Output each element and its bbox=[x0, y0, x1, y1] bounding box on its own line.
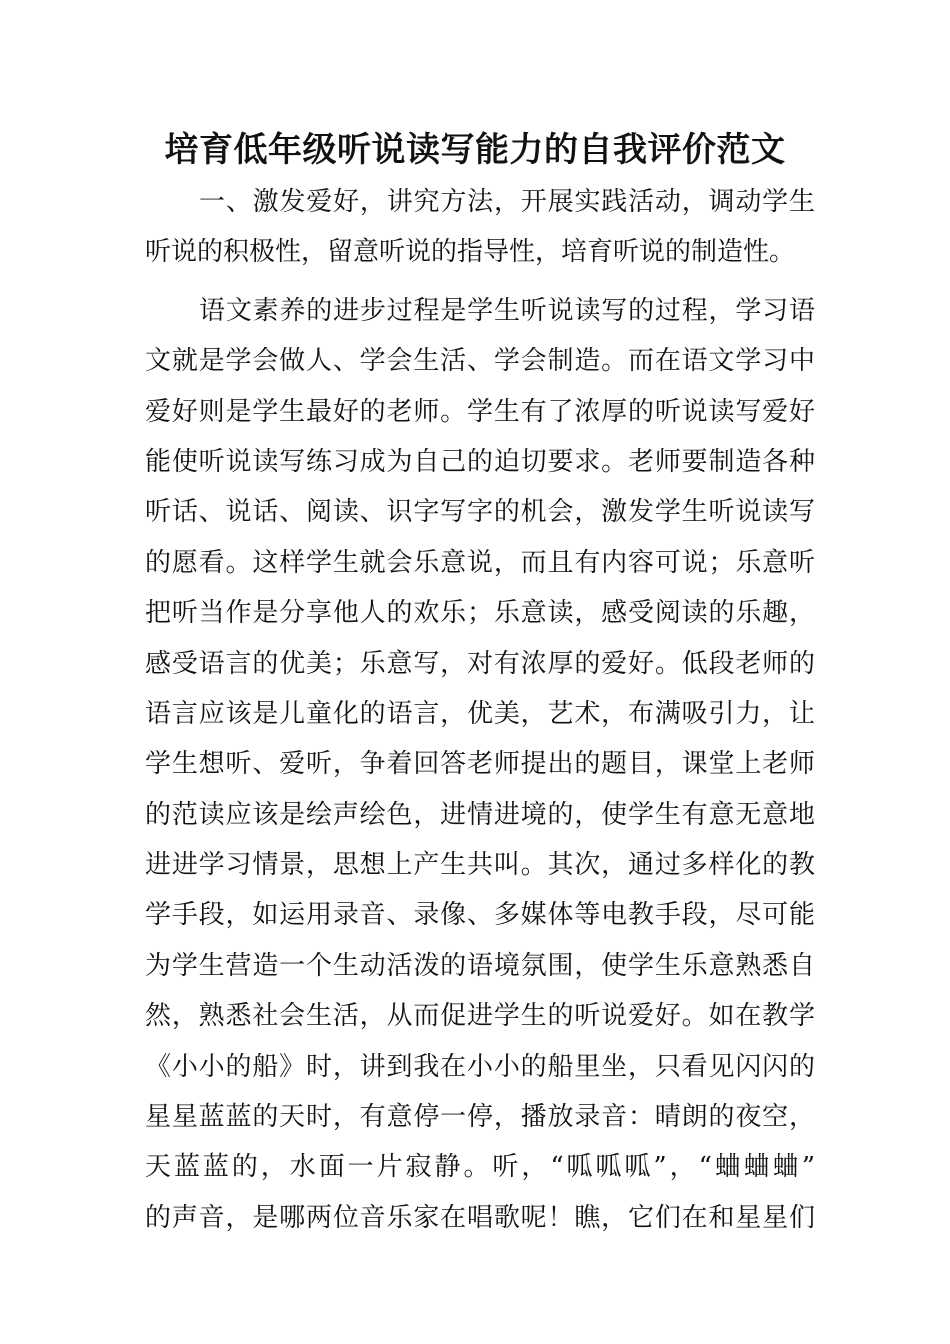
paragraph-line: 语言应该是儿童化的语言，优美，艺术，布满吸引力，让 bbox=[145, 698, 815, 729]
paragraph-line: 学手段，如运用录音、录像、多媒体等电教手段，尽可能 bbox=[145, 900, 815, 931]
paragraph-line: 进进学习情景，思想上产生共叫。其次，通过多样化的教 bbox=[145, 850, 815, 881]
document-body bbox=[145, 177, 815, 1243]
paragraph-line: 感受语言的优美；乐意写，对有浓厚的爱好。低段老师的 bbox=[145, 648, 815, 679]
paragraph-line: 一、激发爱好，讲究方法，开展实践活动，调动学生 bbox=[199, 187, 815, 217]
paragraph-line: 星星蓝蓝的天时，有意停一停，播放录音：晴朗的夜空， bbox=[145, 1102, 815, 1133]
paragraph-line: 学生想听、爱听，争着回答老师提出的题目，课堂上老师 bbox=[145, 749, 815, 780]
paragraph-line: 然，熟悉社会生活，从而促进学生的听说爱好。如在教学 bbox=[145, 1001, 815, 1032]
paragraph-line: 语文素养的进步过程是学生听说读写的过程，学习语 bbox=[199, 295, 815, 326]
paragraph-line: 把听当作是分享他人的欢乐；乐意读，感受阅读的乐趣， bbox=[145, 598, 815, 629]
paragraph-line: 的愿看。这样学生就会乐意说，而且有内容可说；乐意听 bbox=[145, 547, 815, 578]
paragraph-1 bbox=[145, 177, 815, 278]
document-title: 培育低年级听说读写能力的自我评价范文 bbox=[164, 130, 786, 170]
paragraph-line: 文就是学会做人、学会生活、学会制造。而在语文学习中 bbox=[145, 346, 815, 377]
paragraph-2 bbox=[145, 286, 815, 1243]
paragraph-gap bbox=[145, 278, 815, 286]
paragraph-line: 爱好则是学生最好的老师。学生有了浓厚的听说读写爱好 bbox=[145, 396, 815, 427]
paragraph-line: 听说的积极性，留意听说的指导性，培育听说的制造性。 bbox=[145, 237, 796, 268]
paragraph-line: 的范读应该是绘声绘色，进情进境的，使学生有意无意地 bbox=[145, 799, 815, 830]
paragraph-line: 天蓝蓝的，水面一片寂静。听，“呱呱呱”，“蛐蛐蛐” bbox=[145, 1152, 815, 1183]
paragraph-line: 听话、说话、阅读、识字写字的机会，激发学生听说读写 bbox=[145, 497, 815, 528]
paragraph-line: 的声音，是哪两位音乐家在唱歌呢！瞧，它们在和星星们 bbox=[145, 1202, 815, 1233]
paragraph-line: 能使听说读写练习成为自己的迫切要求。老师要制造各种 bbox=[145, 446, 815, 477]
paragraph-line: 为学生营造一个生动活泼的语境氛围，使学生乐意熟悉自 bbox=[145, 950, 815, 981]
paragraph-line: 《小小的船》时，讲到我在小小的船里坐，只看见闪闪的 bbox=[145, 1051, 815, 1082]
